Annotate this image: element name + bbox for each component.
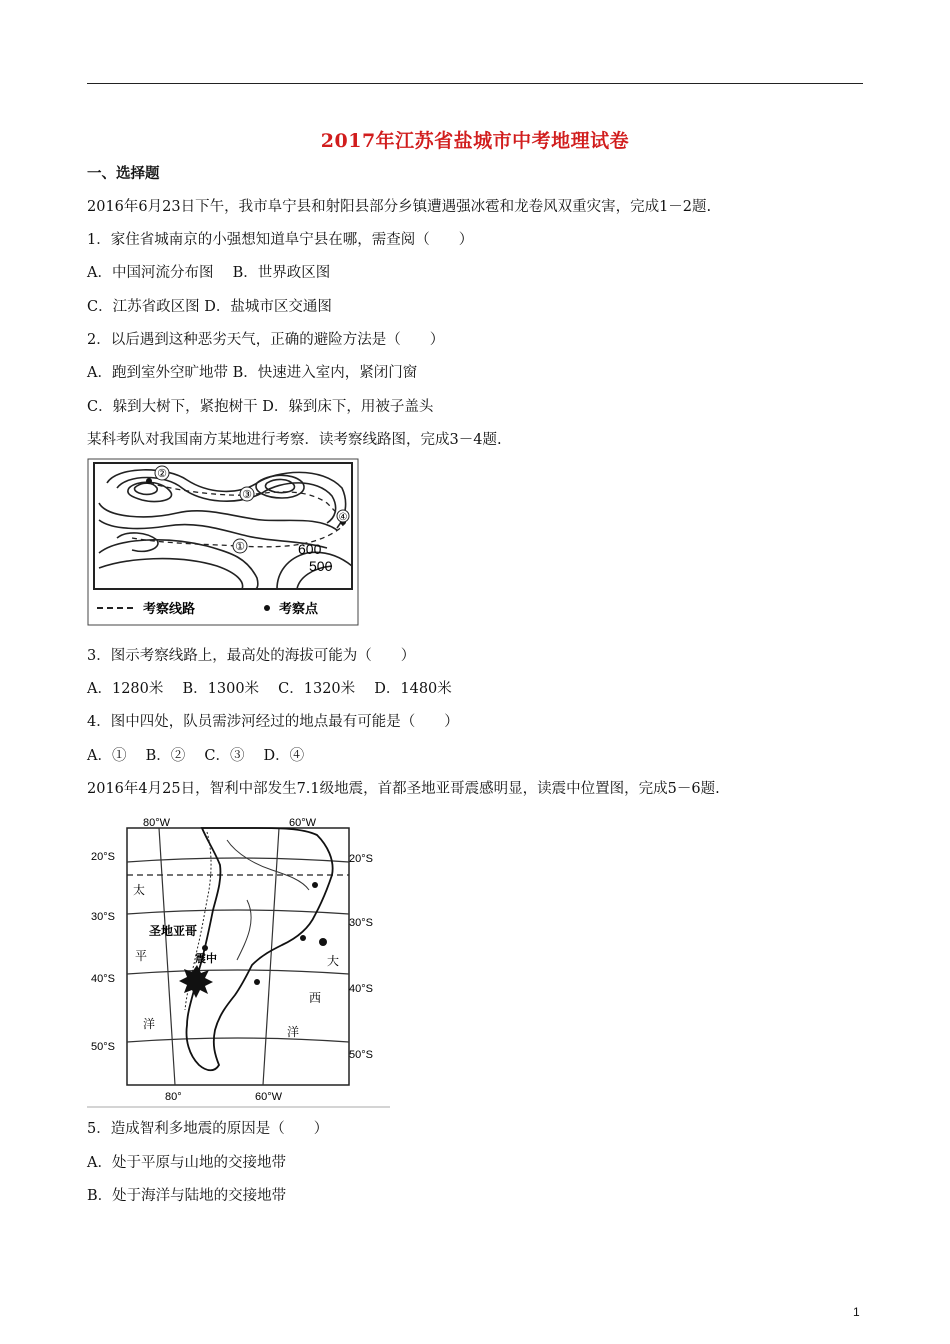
question-5-option-b: B．处于海洋与陆地的交接地带 xyxy=(87,1188,287,1204)
page-title: 2017年江苏省盐城市中考地理试卷 xyxy=(320,130,630,152)
question-2-options-cd: C．躲到大树下，紧抱树干 D．躲到床下，用被子盖头 xyxy=(87,399,434,415)
point-label-3: ③ xyxy=(242,488,252,501)
question-1-options-cd: C．江苏省政区图 D．盐城市区交通图 xyxy=(87,299,332,315)
santiago-label: 圣地亚哥 xyxy=(149,924,198,938)
ocean-atlantic-2: 西 xyxy=(309,991,322,1005)
ocean-pacific-2: 平 xyxy=(135,949,148,963)
legend-point-dot xyxy=(264,605,270,611)
graticule xyxy=(127,828,349,1085)
intro-q5-6: 2016年4月25日，智利中部发生7.1级地震，首都圣地亚哥震感明显，读震中位置图，完成5－6题. xyxy=(87,781,720,797)
lat-left-40: 40°S xyxy=(91,973,115,985)
lat-left-20: 20°S xyxy=(91,851,115,863)
lon-top-right: 60°W xyxy=(289,817,317,829)
ocean-atlantic-3: 洋 xyxy=(287,1025,300,1039)
epicenter-label: 震中 xyxy=(195,952,217,965)
question-1: 1．家住省城南京的小强想知道阜宁县在哪，需查阅（ ） xyxy=(87,232,474,248)
lat-right-30: 30°S xyxy=(349,917,373,929)
ocean-atlantic-1: 大 xyxy=(327,954,340,968)
intro-q3-4: 某科考队对我国南方某地进行考察．读考察线路图，完成3－4题. xyxy=(87,432,502,448)
point-label-2: ② xyxy=(157,467,167,480)
intro-q1-2: 2016年6月23日下午，我市阜宁县和射阳县部分乡镇遭遇强冰雹和龙卷风双重灾害，完成1－2题. xyxy=(87,199,712,215)
chile-map xyxy=(87,810,390,1108)
contour-map-figure xyxy=(87,458,359,626)
ocean-pacific-3: 洋 xyxy=(143,1017,156,1031)
header-rule xyxy=(87,83,863,84)
question-2: 2．以后遇到这种恶劣天气，正确的避险方法是（ ） xyxy=(87,332,445,348)
question-5: 5．造成智利多地震的原因是（ ） xyxy=(87,1121,329,1137)
question-3: 3．图示考察线路上，最高处的海拔可能为（ ） xyxy=(87,648,416,664)
lat-right-20: 20°S xyxy=(349,853,373,865)
lat-left-50: 50°S xyxy=(91,1041,115,1053)
chile-map-figure xyxy=(87,810,390,1108)
legend-route-label: 考察线路 xyxy=(143,602,196,617)
lon-bottom-left: 80° xyxy=(165,1091,182,1103)
ocean-pacific-1: 太 xyxy=(133,883,146,897)
map-frame xyxy=(127,828,349,1085)
page-number: 1 xyxy=(853,1305,860,1319)
legend-point-label: 考察点 xyxy=(279,602,319,617)
question-2-options-ab: A．跑到室外空旷地带 B．快速进入室内，紧闭门窗 xyxy=(87,365,418,381)
point-label-4: ④ xyxy=(338,512,348,523)
lat-left-30: 30°S xyxy=(91,911,115,923)
contour-label-500: 500 xyxy=(309,558,333,574)
question-4: 4．图中四处，队员需涉河经过的地点最有可能是（ ） xyxy=(87,714,459,730)
survey-point-2 xyxy=(146,478,152,484)
question-5-option-a: A．处于平原与山地的交接地带 xyxy=(87,1155,286,1171)
lat-right-40: 40°S xyxy=(349,983,373,995)
point-label-1: ① xyxy=(235,540,245,553)
santiago-dot xyxy=(202,945,208,951)
lon-bottom-right: 60°W xyxy=(255,1091,283,1103)
contour-label-600: 600 xyxy=(298,541,322,557)
question-4-options: A．① B．② C．③ D．④ xyxy=(87,748,305,764)
contour-map xyxy=(87,458,359,626)
south-america-outline xyxy=(187,828,333,1070)
lat-right-50: 50°S xyxy=(349,1049,373,1061)
question-3-options: A．1280米 B．1300米 C．1320米 D．1480米 xyxy=(87,681,452,697)
question-1-options-ab: A．中国河流分布图 B．世界政区图 xyxy=(87,265,331,281)
lon-top-left: 80°W xyxy=(143,817,171,829)
section-heading: 一、选择题 xyxy=(87,165,160,182)
